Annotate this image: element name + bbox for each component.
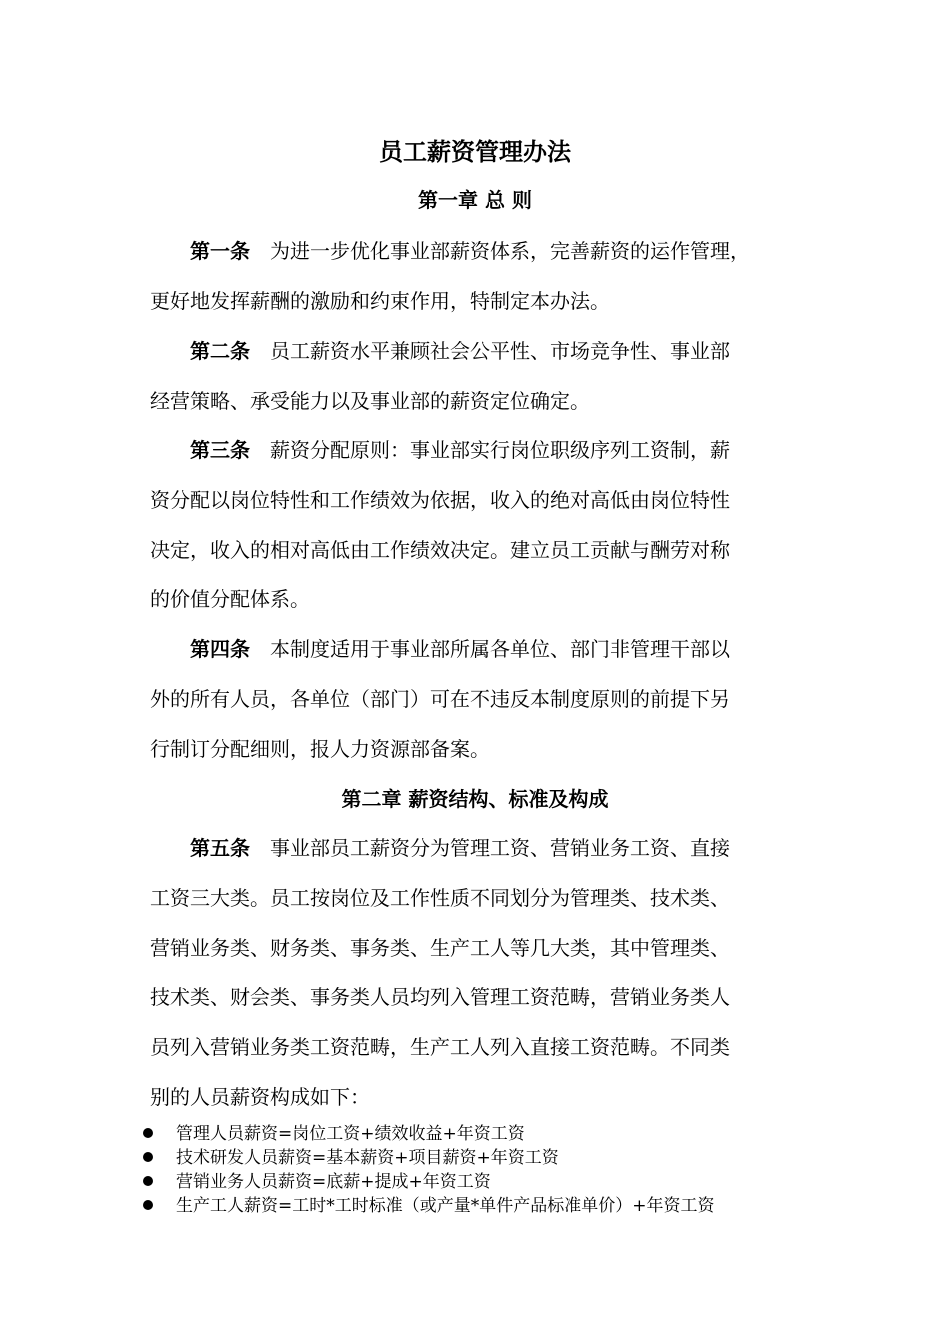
bullet-icon [143,1128,153,1138]
article-4-line-2: 外的所有人员，各单位（部门）可在不违反本制度原则的前提下另 [150,687,730,711]
article-3-line-1 [190,435,820,465]
list-item [143,1122,843,1146]
article-2-label: 第二条 [190,339,250,363]
article-2-line-1 [190,336,820,366]
list-item-text: 营销业务人员薪资=底薪+提成+年资工资 [176,1172,491,1192]
article-3-line-3: 决定，收入的相对高低由工作绩效决定。建立员工贡献与酬劳对称 [150,538,730,562]
article-2-line-2: 经营策略、承受能力以及事业部的薪资定位确定。 [150,389,590,413]
chapter-2-heading: 第二章 薪资结构、标准及构成 [341,787,609,811]
article-3-text-1: 薪资分配原则：事业部实行岗位职级序列工资制，薪 [270,438,730,462]
list-item-text: 生产工人薪资=工时*工时标准（或产量*单件产品标准单价）+年资工资 [176,1196,715,1216]
list-item [143,1170,843,1194]
article-3-line-2: 资分配以岗位特性和工作绩效为依据，收入的绝对高低由岗位特性 [150,488,730,512]
article-4-text-1: 本制度适用于事业部所属各单位、部门非管理干部以 [270,637,730,661]
article-4-line-1 [190,634,820,664]
article-4-line-3: 行制订分配细则，报人力资源部备案。 [150,737,490,761]
article-3-label: 第三条 [190,438,250,462]
list-item [143,1194,843,1218]
article-1-line-1 [190,236,820,266]
bullet-icon [143,1152,153,1162]
article-5-line-4: 技术类、财会类、事务类人员均列入管理工资范畴，营销业务类人 [150,985,730,1009]
chapter-1-heading: 第一章 总 则 [418,188,532,212]
bullet-icon [143,1200,153,1210]
article-4-label: 第四条 [190,637,250,661]
article-3-line-4: 的价值分配体系。 [150,587,310,611]
salary-composition-list [143,1122,843,1218]
list-item-text: 管理人员薪资=岗位工资+绩效收益+年资工资 [176,1124,525,1144]
article-5-text-1: 事业部员工薪资分为管理工资、营销业务工资、直接 [270,836,730,860]
article-5-line-1 [190,833,820,863]
article-5-line-6: 别的人员薪资构成如下： [150,1085,370,1109]
article-1-text-1: 为进一步优化事业部薪资体系，完善薪资的运作管理， [270,239,750,263]
article-5-line-2: 工资三大类。员工按岗位及工作性质不同划分为管理类、技术类、 [150,886,730,910]
list-item [143,1146,843,1170]
article-2-text-1: 员工薪资水平兼顾社会公平性、市场竞争性、事业部 [270,339,730,363]
list-item-text: 技术研发人员薪资=基本薪资+项目薪资+年资工资 [176,1148,559,1168]
bullet-icon [143,1176,153,1186]
article-5-line-3: 营销业务类、财务类、事务类、生产工人等几大类，其中管理类、 [150,936,730,960]
document-title: 员工薪资管理办法 [379,138,571,166]
article-1-label: 第一条 [190,239,250,263]
article-5-line-5: 员列入营销业务类工资范畴，生产工人列入直接工资范畴。不同类 [150,1035,730,1059]
article-5-label: 第五条 [190,836,250,860]
article-1-line-2: 更好地发挥薪酬的激励和约束作用，特制定本办法。 [150,289,610,313]
